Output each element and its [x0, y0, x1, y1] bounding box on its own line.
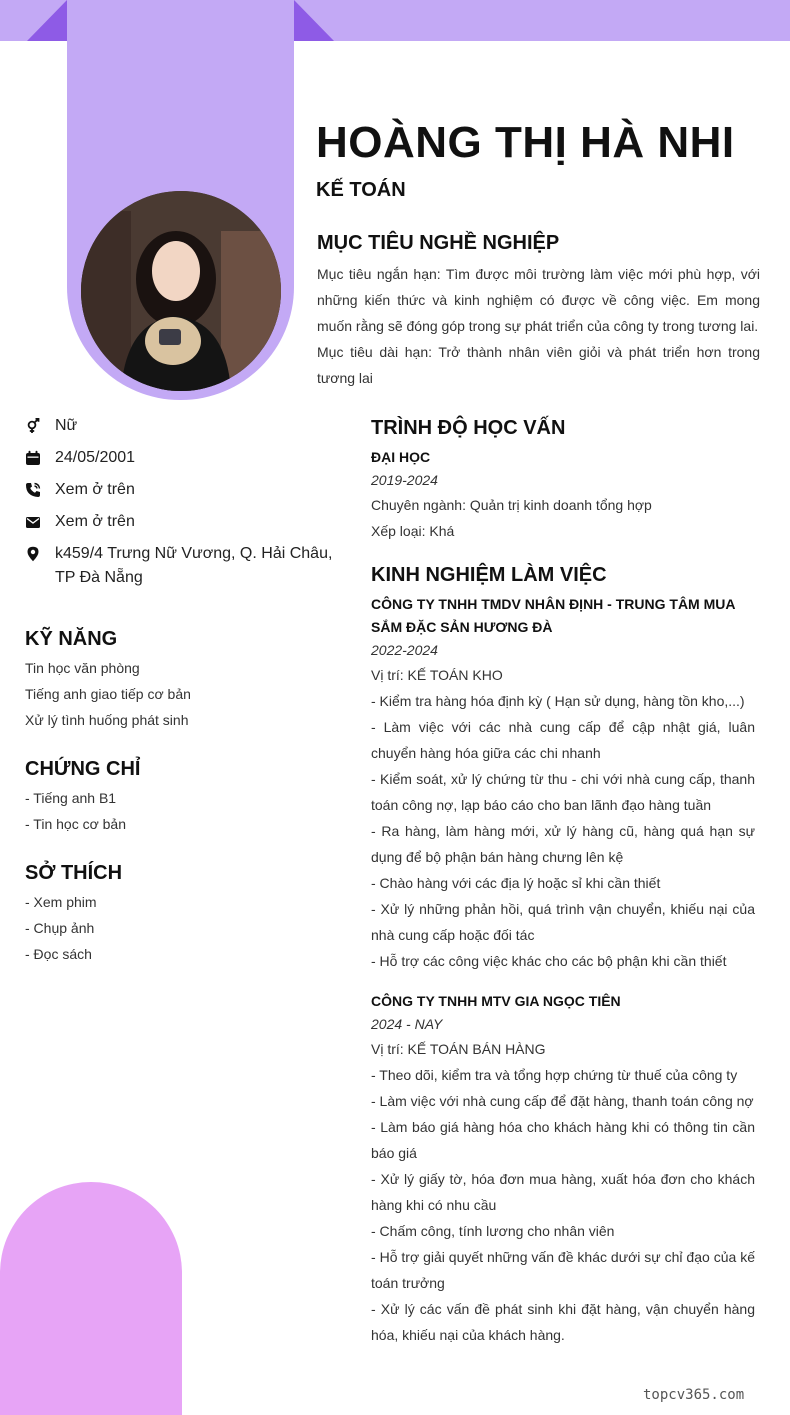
profile-photo-illustration: [81, 191, 281, 391]
job-duty: - Hỗ trợ giải quyết những vấn đề khác dưới sự chỉ đạo của kế toán trưởng: [371, 1249, 755, 1291]
hobbies-title: SỞ THÍCH: [25, 862, 123, 884]
birthday-value: 24/05/2001: [55, 449, 136, 466]
education-grade: Xếp loại: Khá: [371, 523, 455, 539]
job-duty: - Xử lý những phản hồi, quá trình vận chuyển, khiếu nại của nhà cung cấp hoặc đối tác: [371, 901, 755, 943]
job-duty: - Làm việc với các nhà cung cấp để cập nhật giá, luân chuyển hàng hóa giữa các chi nhanh: [371, 719, 755, 761]
education-school: ĐẠI HỌC: [371, 449, 431, 465]
calendar-icon: [25, 446, 55, 470]
contact-section: [25, 414, 335, 598]
job-company: CÔNG TY TNHH MTV GIA NGỌC TIÊN: [371, 993, 621, 1009]
hobby-item: - Xem phim: [25, 894, 97, 910]
certificate-item: - Tiếng anh B1: [25, 790, 117, 806]
hobby-item: - Đọc sách: [25, 946, 92, 962]
skills-section: [25, 628, 335, 733]
candidate-position: KẾ TOÁN: [316, 179, 406, 201]
contact-email: [25, 510, 335, 534]
experience-title: KINH NGHIỆM LÀM VIỆC: [371, 564, 607, 586]
skills-title: KỸ NĂNG: [25, 628, 118, 650]
gender-icon: [25, 414, 55, 438]
education-title: TRÌNH ĐỘ HỌC VẤN: [371, 417, 566, 439]
job-duty: - Xử lý giấy tờ, hóa đơn mua hàng, xuất hóa đơn cho khách hàng khi có nhu cầu: [371, 1171, 755, 1213]
address-value: k459/4 Trưng Nữ Vương, Q. Hải Châu, TP Đà Nẵng: [55, 545, 333, 586]
profile-photo: [81, 191, 281, 391]
job-duty: - Theo dõi, kiểm tra và tổng hợp chứng từ thuế của công ty: [371, 1067, 738, 1083]
certificates-section: [25, 758, 335, 837]
skill-item: Tiếng anh giao tiếp cơ bản: [25, 686, 191, 702]
job-role: Vị trí: KẾ TOÁN KHO: [371, 667, 503, 683]
objective-title: MỤC TIÊU NGHỀ NGHIỆP: [317, 232, 560, 254]
job-entry: [371, 990, 755, 1348]
job-duty: - Xử lý các vấn đề phát sinh khi đặt hàng, vận chuyển hàng hóa, khiếu nại của khách hàng.: [371, 1301, 755, 1343]
job-duty: - Kiểm soát, xử lý chứng từ thu - chi với nhà cung cấp, thanh toán công nợ, lạp báo cáo cho ban lãnh đạo hàng tuần: [371, 771, 755, 813]
skill-item: Tin học văn phòng: [25, 660, 140, 676]
certificate-item: - Tin học cơ bản: [25, 816, 127, 832]
watermark-text: topcv365.com: [643, 1387, 745, 1403]
hobby-item: - Chụp ảnh: [25, 920, 95, 936]
job-entry: [371, 593, 755, 974]
education-period: 2019-2024: [371, 472, 438, 488]
education-section: [371, 417, 755, 544]
contact-address: [25, 542, 335, 590]
job-period: 2022-2024: [371, 642, 438, 658]
objective-section: [317, 232, 760, 391]
education-major: Chuyên ngành: Quản trị kinh doanh tổng hợp: [371, 497, 652, 513]
job-duty: - Chào hàng với các địa lý hoặc sỉ khi cần thiết: [371, 875, 661, 891]
job-role: Vị trí: KẾ TOÁN BÁN HÀNG: [371, 1041, 546, 1057]
job-duty: - Làm việc với nhà cung cấp để đặt hàng, thanh toán công nợ: [371, 1093, 754, 1109]
job-duty: - Làm báo giá hàng hóa cho khách hàng khi có thông tin cần báo giá: [371, 1119, 755, 1161]
decorative-arch: [0, 1182, 182, 1415]
experience-section: [371, 564, 755, 1348]
objective-short-term: Mục tiêu ngắn hạn: Tìm được môi trường làm việc mới phù hợp, với những kiến thức và kinh nghiệm có được về công việc. Em mong muốn rằng sẽ đóng góp trong sự phát triển của công ty trong tương lai.: [317, 266, 760, 334]
ribbon-fold-right: [294, 0, 334, 41]
skill-item: Xử lý tình huống phát sinh: [25, 712, 189, 728]
contact-gender: [25, 414, 335, 438]
job-duty: - Ra hàng, làm hàng mới, xử lý hàng cũ, hàng quá hạn sự dụng để bộ phận bán hàng chưng lên kệ: [371, 823, 755, 865]
job-duty: - Kiểm tra hàng hóa định kỳ ( Hạn sử dụng, hàng tồn kho,...): [371, 693, 745, 709]
job-duty: - Chấm công, tính lương cho nhân viên: [371, 1223, 615, 1239]
certificates-title: CHỨNG CHỈ: [25, 758, 141, 780]
email-value: Xem ở trên: [55, 513, 135, 530]
gender-value: Nữ: [55, 417, 78, 434]
location-pin-icon: [25, 542, 55, 566]
phone-value: Xem ở trên: [55, 481, 135, 498]
ribbon-fold-left: [27, 0, 67, 41]
job-period: 2024 - NAY: [371, 1016, 443, 1032]
job-duty: - Hỗ trợ các công việc khác cho các bộ phận khi cần thiết: [371, 953, 727, 969]
objective-long-term: Mục tiêu dài hạn: Trở thành nhân viên giỏi và phát triển hơn trong tương lai: [317, 344, 760, 386]
contact-birthday: [25, 446, 335, 470]
contact-phone: [25, 478, 335, 502]
mail-icon: [25, 510, 55, 534]
phone-icon: [25, 478, 55, 502]
job-company: CÔNG TY TNHH TMDV NHÂN ĐỊNH - TRUNG TÂM MUA SẮM ĐẶC SẢN HƯƠNG ĐÀ: [371, 596, 735, 635]
candidate-name: HOÀNG THỊ HÀ NHI: [316, 118, 735, 167]
hobbies-section: [25, 862, 335, 967]
